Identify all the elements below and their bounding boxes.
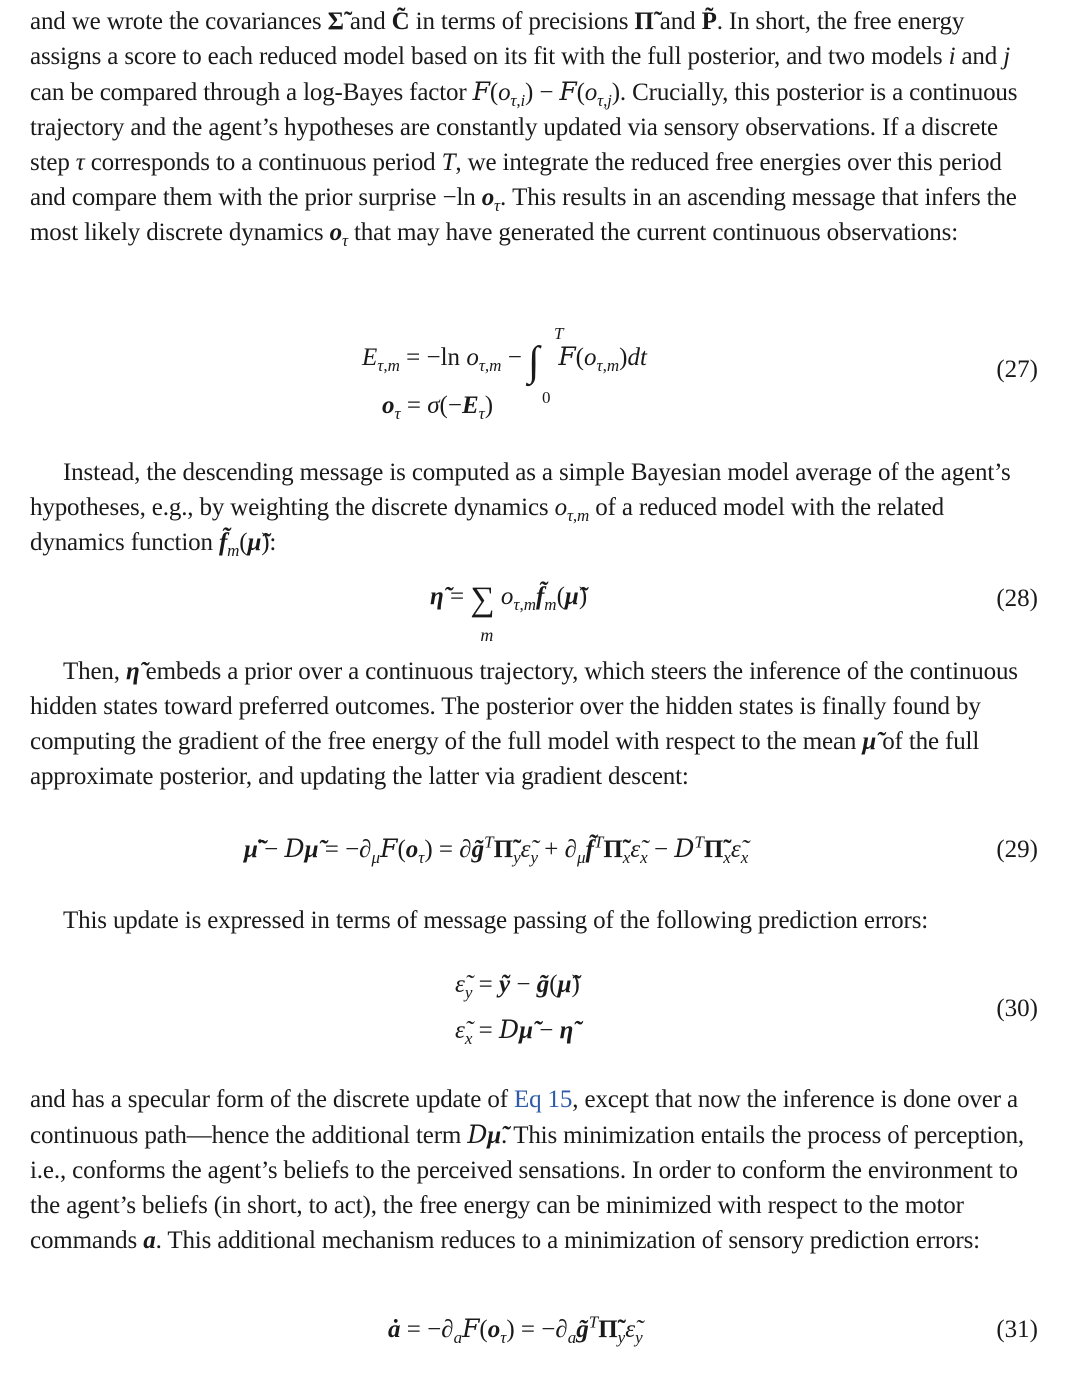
equation-30-line-1: $\varepsiloñ_y$ = ỹ − g̃(μ̃) — [455, 971, 580, 1002]
equation-27 — [30, 310, 1040, 430]
equation-28 — [30, 575, 1040, 645]
equation-30-number: (30) — [996, 995, 1038, 1022]
equation-27-number: (27) — [996, 356, 1038, 383]
equation-29 — [30, 828, 1040, 878]
equation-31 — [30, 1308, 1040, 1358]
eq-15-link[interactable]: Eq 15 — [513, 1086, 573, 1113]
equation-27-line-1: $E_{\tau,m} = -\ln$ $o_{\tau,m}$ − ∫ T 0 $F(o_{\tau,m})dt$ — [362, 324, 647, 407]
equation-31-number: (31) — [996, 1316, 1038, 1343]
paragraph-perception-action: and has a specular form of the discrete update of Eq 15, except that now the inference is done over a continuous path—hence the additional term Dμ̃. This minimization entails the process of perception, i.e., conforms the agent’s beliefs to the perceived sensations. In order to conform the environment to the agent’s beliefs (in short, to act), the free energy can be minimized with respect to the motor commands a. This additional mechanism reduces to a minimization of sensory prediction errors: — [30, 1086, 1025, 1254]
equation-30 — [30, 965, 1040, 1065]
equation-28-line-1: η̃ = ∑ m $o_{\tau,m}f̃_m(\mũ)$ — [430, 581, 588, 645]
equation-30-line-2: $\varepsiloñ_x$ = Dμ̃ − η̃ — [455, 1015, 574, 1048]
equation-29-line-1: μ̃̇ − Dμ̃ = $-\partial_\mu F(o_\tau)$ = $\partial g̃^T\Pĩ_y\varepsiloñ_y$ + $\partial_\mu f̃^T\Pĩ_x\varepsiloñ_x$ − $D^T\Pĩ_x\varepsiloñ_x$ — [244, 832, 749, 867]
paragraph-message-passing: This update is expressed in terms of message passing of the following prediction errors: — [63, 907, 929, 934]
equation-28-number: (28) — [996, 585, 1038, 612]
paragraph-descending-message: Instead, the descending message is computed as a simple Bayesian model average of the agent’s hypotheses, e.g., by weighting the discrete dynamics $o_{\tau,m}$ of a reduced model with the related dynamics function $f̃_m(\mũ)$: — [30, 459, 1011, 560]
paragraph-free-energy-score: and we wrote the covariances Σ̃ and C̃ in terms of precisions Π̃ and P̃. In short, the free energy assigns a score to each reduced model based on its fit with the full posterior, and two models i and j can be compared through a log-Bayes factor $F(o_{\tau,i}) - F(o_{\tau,j})$. Crucially, this posterior is a continuous trajectory and the agent’s hypotheses are constantly updated via sensory observations. If a discrete step τ corresponds to a continuous period T, we integrate the reduced free energies over this period and compare them with the prior surprise −ln $o_\tau$. This results in an ascending message that infers the most likely discrete dynamics $o_\tau$ that may have generated the current continuous observations: — [30, 8, 1018, 250]
equation-31-line-1: ȧ = $-\partial_aF(o_\tau)$ = $-\partial_ag̃^T\Pĩ_y\varepsiloñ_y$ — [388, 1312, 643, 1347]
equation-29-number: (29) — [996, 836, 1038, 863]
paragraph-posterior-hidden-states: Then, η̃ embeds a prior over a continuous trajectory, which steers the inference of the continuous hidden states toward preferred outcomes. The posterior over the hidden states is finally found by computing the gradient of the free energy of the full model with respect to the mean μ̃ of the full approximate posterior, and updating the latter via gradient descent: — [30, 658, 1018, 790]
equation-27-line-2: $o_\tau = \sigma(-E_\tau)$ — [382, 392, 494, 423]
